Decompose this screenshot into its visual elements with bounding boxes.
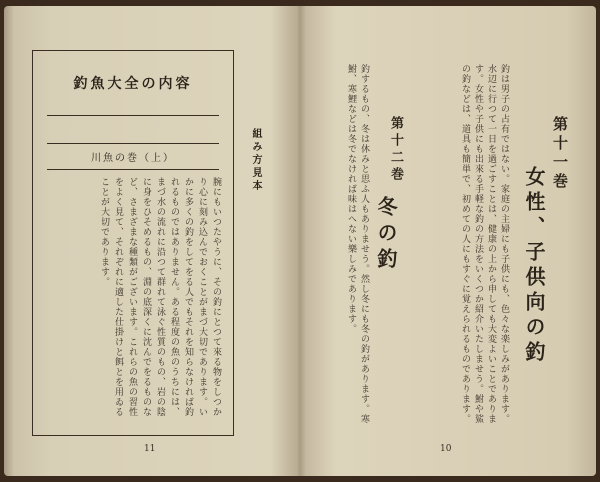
chapter-heading: 冬の釣 <box>374 196 398 274</box>
page-number: 11 <box>144 444 156 454</box>
page-number: 10 <box>440 444 452 454</box>
body-text: 釣は男子の占有ではない。家庭の主婦にも子供にも、色々な楽しみがあります。水辺に行つて一日を過ごすことは、健康の上から申しても大変よいことであります。女性や子供にも出來る手軽な釣の方法をいくつか紹介いたしませう。鮒や鯊の釣などは、道具も簡単で、初めての人にもすぐに覚えられるものであります。 <box>460 64 509 424</box>
left-page <box>4 6 300 476</box>
book-spread <box>4 6 596 476</box>
body-text: 釣するもの、冬は休みと思ふ人もありませう。然し冬にも冬の釣があります。寒鮒、寒鯉などは冬でなければ味はへない樂しみであります。 <box>346 64 369 424</box>
volume-label: 第十一巻 <box>551 116 569 192</box>
toc-divider <box>47 143 219 144</box>
toc-body-text: 腕にもいつたやうに、その釣にとつて來る物をしつかり心に刻み込んでおくことがまづ大切であります。いかに多くの釣をしてをる人でもそれを知らなければ釣れるものではありません。ある程度の魚のうちには、まづ水の流れに沿つて群れて泳ぐ性質のもの、岩の陰に身をひそめるもの、淵の底深くに沈んでをるものなど、さまざまな種類がございます。これらの魚の習性をよく見て、それぞれに適した仕掛けと餌とを用ゐることが大切であります。 <box>99 177 221 417</box>
toc-divider <box>47 115 219 116</box>
toc-subtitle: 川魚の巻（上） <box>91 153 175 164</box>
toc-divider <box>47 169 219 170</box>
right-page <box>300 6 596 476</box>
side-label: 組み方見本 <box>250 128 261 193</box>
toc-title: 釣魚大全の内容 <box>73 76 193 92</box>
toc-box <box>32 50 234 436</box>
chapter-heading: 女性、子供向の釣 <box>522 166 546 366</box>
volume-label: 第十二巻 <box>388 116 403 184</box>
